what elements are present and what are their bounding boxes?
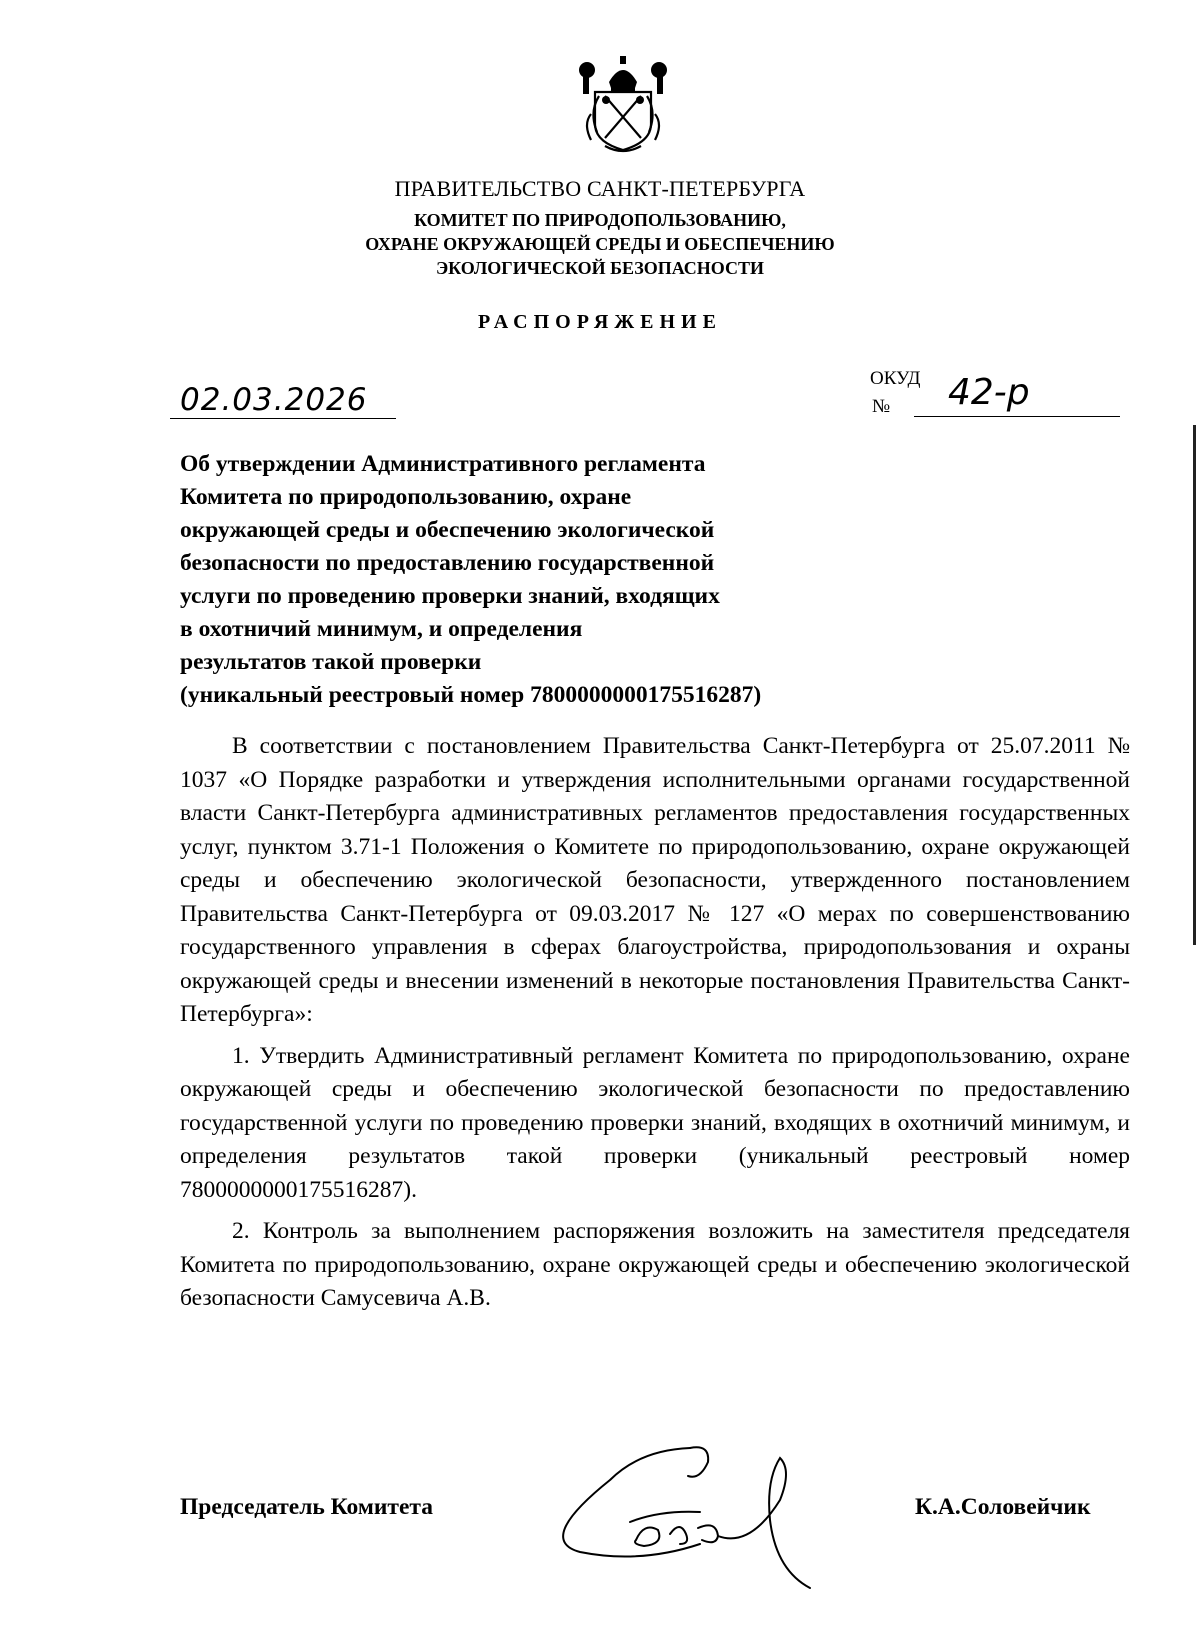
subject-line: безопасности по предоставлению государственной bbox=[180, 550, 715, 576]
subject-line: в охотничий минимум, и определения bbox=[180, 616, 583, 642]
subject-line: окружающей среды и обеспечению экологической bbox=[180, 517, 715, 543]
committee-title-line-3: ЭКОЛОГИЧЕСКОЙ БЕЗОПАСНОСТИ bbox=[435, 258, 765, 278]
handwritten-signature-icon bbox=[540, 1440, 850, 1590]
handwritten-number: 42-р bbox=[948, 372, 1030, 413]
subject-line: (уникальный реестровый номер 7800000000175516287) bbox=[180, 682, 762, 708]
document-body bbox=[180, 730, 1130, 1316]
signatory-name: К.А.Соловейчик bbox=[915, 1494, 1091, 1520]
subject-line: услуги по проведению проверки знаний, входящих bbox=[180, 583, 720, 609]
subject-line: Комитета по природопользованию, охране bbox=[180, 484, 632, 510]
committee-title-line-1: КОМИТЕТ ПО ПРИРОДОПОЛЬЗОВАНИЮ, bbox=[414, 210, 786, 230]
subject-line: Об утверждении Административного регламента bbox=[180, 451, 706, 477]
scan-edge-mark bbox=[1193, 425, 1196, 945]
signatory-role: Председатель Комитета bbox=[180, 1494, 433, 1520]
document-type: РАСПОРЯЖЕНИЕ bbox=[478, 311, 722, 333]
document-subject bbox=[180, 448, 940, 712]
coat-of-arms-icon bbox=[575, 52, 671, 156]
handwritten-date: 02.03.2026 bbox=[180, 382, 368, 418]
government-title: ПРАВИТЕЛЬСТВО САНКТ-ПЕТЕРБУРГА bbox=[394, 176, 806, 201]
number-label: № bbox=[872, 396, 891, 417]
date-underline bbox=[170, 418, 396, 419]
number-underline bbox=[914, 416, 1120, 417]
body-paragraph-item-1: 1. Утвердить Административный регламент Комитета по природопользованию, охране окружающей среды и обеспечению экологической безопасности по предоставлению государственной услуги по проведению проверки знаний, входящих в охотничий минимум, и определения результатов такой проверки (уникальный реестровый номер 7800000000175516287). bbox=[180, 1042, 1130, 1203]
body-paragraph-item-2: 2. Контроль за выполнением распоряжения возложить на заместителя председателя Комитета по природопользованию, охране окружающей среды и обеспечению экологической безопасности Самусевича А.В. bbox=[180, 1218, 1130, 1311]
committee-title-line-2: ОХРАНЕ ОКРУЖАЮЩЕЙ СРЕДЫ И ОБЕСПЕЧЕНИЮ bbox=[365, 234, 835, 254]
body-paragraph-preamble: В соответствии с постановлением Правительства Санкт-Петербурга от 25.07.2011 № 1037 «О Порядке разработки и утверждения исполнительными органами государственной власти Санкт-Петербурга административных регламентов предоставления государственных услуг, пунктом 3.71-1 Положения о Комитете по природопользованию, охране окружающей среды и обеспечению экологической безопасности, утвержденного постановлением Правительства Санкт-Петербурга от 09.03.2017 № 127 «О мерах по совершенствованию государственного управления в сферах благоустройства, природопользования и охраны окружающей среды и внесении изменений в некоторые постановления Правительства Санкт-Петербурга»: bbox=[180, 733, 1130, 1027]
subject-line: результатов такой проверки bbox=[180, 649, 482, 675]
okud-label: ОКУД bbox=[870, 368, 921, 389]
